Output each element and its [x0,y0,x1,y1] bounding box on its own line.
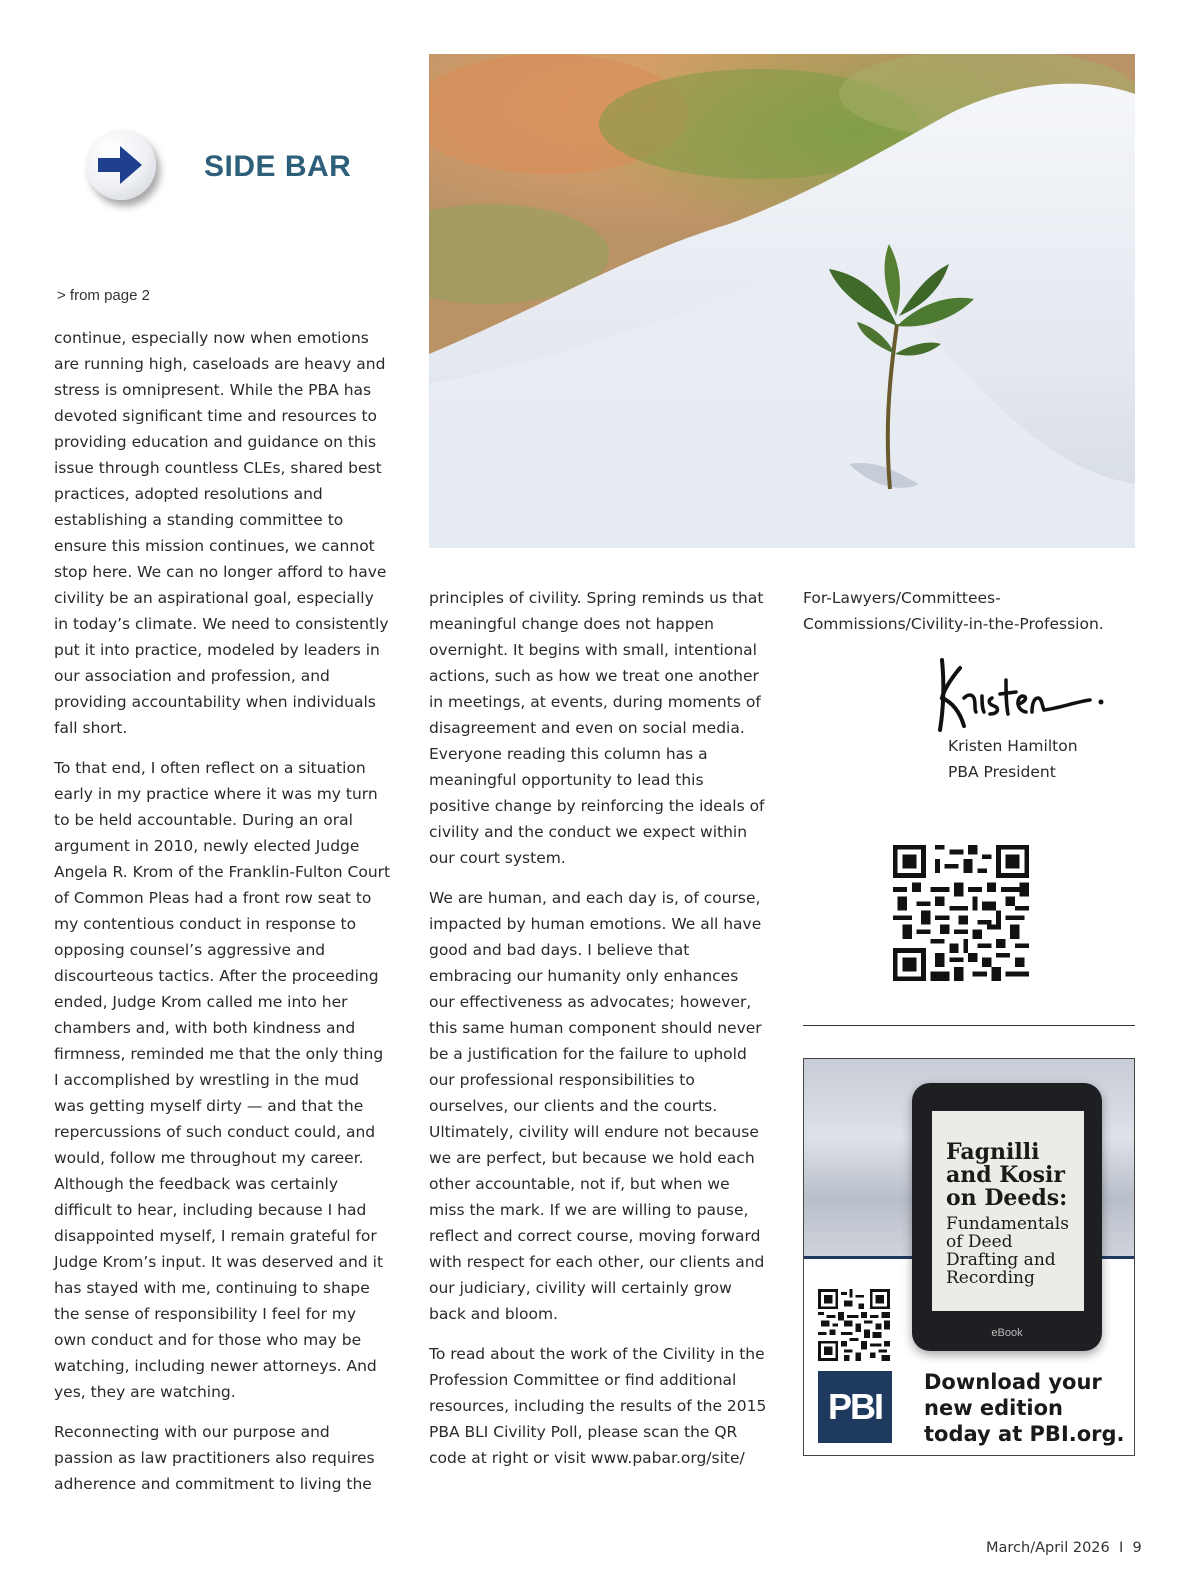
continued-from-label: > from page 2 [57,287,150,304]
signer-block [948,733,1078,785]
url-continuation: For-Lawyers/Committees-Commissions/Civility-in-the-Profession. [803,589,1104,633]
paragraph: Reconnecting with our purpose and passion as law practitioners also requires adherence and commitment to living the [54,1423,375,1493]
paragraph: We are human, and each day is, of course, impacted by human emotions. We all have good and bad days. I believe that embracing our humanity only enhances our effectiveness as advocates; however, this same human component should never be a justification for the failure to uphold our professional responsibilities to ourselves, our clients and the courts. Ultimately, civility will endure not because we are perfect, but because we hold each other accountable, not if, but when we miss the mark. If we are willing to pause, reflect and correct course, moving forward with respect for each other, our clients and our judiciary, civility will certainly grow back and bloom. [429,889,765,1323]
paragraph: continue, especially now when emotions are running high, caseloads are heavy and stress is omnipresent. While the PBA has devoted significant time and resources to providing education and guidance on this issue through countless CLEs, shared best practices, adopted resolutions and establishing a standing committee to ensure this mission continues, we cannot stop here. We can no longer afford to have civility be an aspirational goal, especially in today’s climate. We need to consistently put it into practice, modeled by leaders in our association and profession, and providing accountability when individuals fall short. [54,329,389,737]
ad-call-to-action[interactable]: Download your new edition today at PBI.org. [924,1370,1125,1446]
sprout-in-snow-photo [429,54,1135,548]
ebook-label: eBook [991,1327,1023,1339]
book-title: Fagnilli and Kosir on Deeds: [946,1139,1068,1211]
ereader-screen [932,1111,1084,1311]
sidebar-title: SIDE BAR [204,150,352,183]
article-column-3 [803,585,1133,651]
qr-code-icon[interactable] [818,1289,890,1361]
signature [930,650,1110,745]
book-subtitle: Fundamentals of Deed Drafting and Recording [946,1214,1069,1288]
pbi-advertisement[interactable] [803,1058,1135,1456]
qr-code-icon[interactable] [893,845,1029,981]
paragraph: To read about the work of the Civility in the Profession Committee or find additional resources, including the results of the 2015 PBA BLI Civility Poll, please scan the QR code at right or visit www.pabar.org/site/ [429,1345,767,1467]
paragraph: To that end, I often reflect on a situation early in my practice where it was my turn to be held accountable. During an oral argument in 2010, newly elected Judge Angela R. Krom of the Franklin-Fulton Court of Common Pleas had a front row seat to my contentious conduct in response to opposing counsel’s aggressive and discourteous tactics. After the proceeding ended, Judge Krom called me into her chambers and, with both kindness and firmness, reminded me that the only thing I accomplished by wrestling in the mud was getting myself dirty — and that the repercussions of such conduct could, and would, follow me throughout my career. Although the feedback was certainly difficult to hear, including because I had disappointed myself, I remain grateful for Judge Krom’s input. It was deserved and it has stayed with me, continuing to shape the sense of responsibility I feel for my own conduct and for those who may be watching, including newer attorneys. And yes, they are watching. [54,759,391,1401]
divider [803,1025,1135,1026]
pbi-logo: PBI [818,1371,892,1443]
article-column-1 [54,325,392,1511]
signer-title: PBA President [948,763,1056,781]
paragraph: principles of civility. Spring reminds us that meaningful change does not happen overnight. It begins with small, intentional actions, such as how we treat one another in meetings, at events, during moments of disagreement and even on social media. Everyone reading this column has a meaningful opportunity to lead this positive change by reinforcing the ideals of civility and the conduct we expect within our court system. [429,589,765,867]
ereader-device [912,1083,1102,1351]
signer-name: Kristen Hamilton [948,737,1078,755]
article-column-2 [429,585,767,1485]
page-footer: March/April 2026 I 9 [986,1540,1142,1556]
arrow-right-icon [86,130,156,200]
